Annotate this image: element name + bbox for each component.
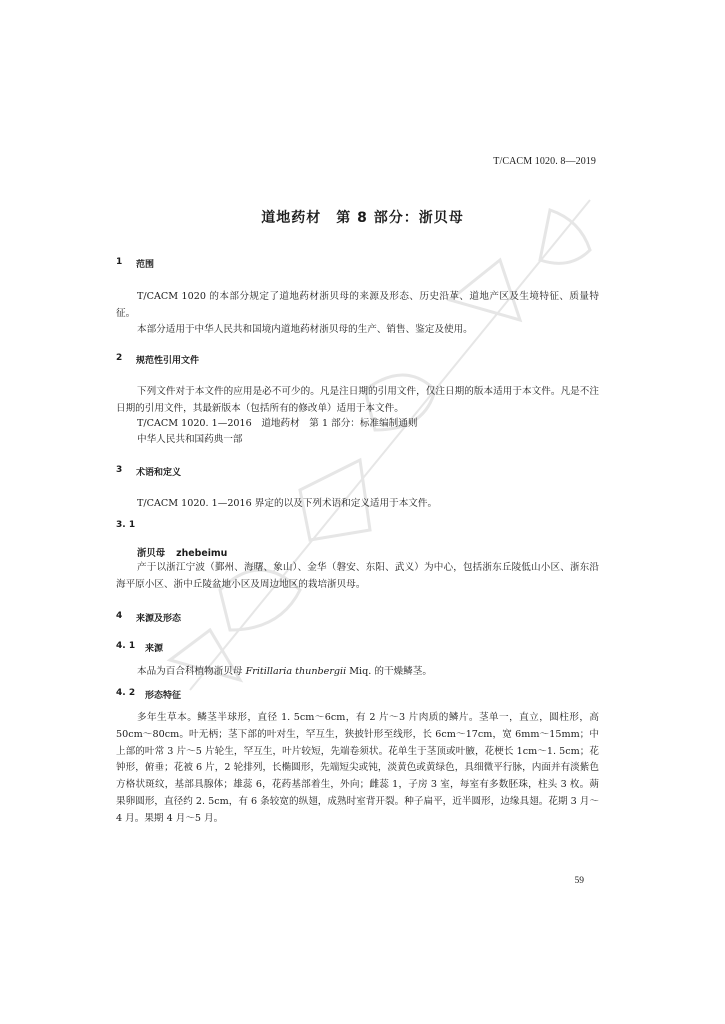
section-1-paragraph-2: 本部分适用于中华人民共和国境内道地药材浙贝母的生产、销售、鉴定及使用。 bbox=[137, 324, 473, 335]
section-number: 3 bbox=[116, 465, 123, 475]
document-title: 道地药材 第 8 部分：浙贝母 bbox=[261, 210, 464, 226]
term-chinese: 浙贝母 bbox=[137, 548, 166, 559]
normative-reference-1: T/CACM 1020. 1—2016 道地药材 第 1 部分：标准编制通则 bbox=[137, 418, 418, 429]
clause-number: 4. 2 bbox=[116, 688, 136, 698]
clause-number: 4. 1 bbox=[116, 641, 136, 651]
term-definition: 产于以浙江宁波（鄞州、海曙、象山）、金华（磐安、东阳、武义）为中心，包括浙东丘陵低山小区、浙东沿海平原小区、浙中丘陵盆地小区及周边地区的栽培浙贝母。 bbox=[116, 562, 599, 590]
term-pinyin: zhebeimu bbox=[176, 548, 228, 559]
section-title: 来源及形态 bbox=[136, 614, 182, 624]
section-3-heading bbox=[116, 465, 181, 478]
section-2-paragraph: 下列文件对于本文件的应用是必不可少的。凡是注日期的引用文件，仅注日期的版本适用于本文件。凡是不注日期的引用文件，其最新版本（包括所有的修改单）适用于本文件。 bbox=[116, 386, 599, 414]
section-4-heading bbox=[116, 611, 181, 624]
clause-4-2-heading bbox=[116, 688, 181, 701]
source-statement bbox=[137, 664, 432, 679]
section-1-heading bbox=[116, 257, 154, 270]
section-1-paragraph-1: T/CACM 1020 的本部分规定了道地药材浙贝母的来源及形态、历史沿革、道地产区及生境特征、质量特征。 bbox=[116, 291, 599, 319]
section-number: 2 bbox=[116, 353, 123, 363]
morphology-paragraph: 多年生草本。鳞茎半球形，直径 1. 5cm～6cm，有 2 片～3 片肉质的鳞片。茎单一，直立，圆柱形，高 50cm～80cm。叶无柄；茎下部的叶对生，罕互生，狭披针形至线形，长 6cm～17cm，宽 6mm～15mm；中上部的叶常 3 片～5 片轮生，罕互生，叶片较短，先端卷须状。花单生于茎顶或叶腋，花梗长 1cm～1. 5cm；花钟形，俯垂；花被 6 片，2 轮排列，长椭圆形，先端短尖或钝，淡黄色或黄绿色，具细微平行脉，内面并有淡紫色方格状斑纹，基部具腺体；雄蕊 6，花药基部着生，外向；雌蕊 1，子房 3 室，每室有多数胚珠，柱头 3 枚。蒴果卵圆形，直径约 2. 5cm，有 6 条较宽的纵翅，成熟时室背开裂。种子扁平，近半圆形，边缘具翅。花期 3 月～4 月。果期 4 月～5 月。 bbox=[116, 712, 599, 824]
term-entry bbox=[137, 545, 227, 559]
normative-reference-2: 中华人民共和国药典一部 bbox=[137, 434, 243, 445]
source-text-after: Miq. 的干燥鳞茎。 bbox=[346, 666, 432, 677]
section-number: 1 bbox=[116, 257, 123, 267]
section-title: 术语和定义 bbox=[136, 468, 182, 478]
source-text-before: 本品为百合科植物浙贝母 bbox=[137, 666, 246, 677]
section-2-heading bbox=[116, 353, 199, 366]
standard-code: T/CACM 1020. 8—2019 bbox=[493, 156, 596, 167]
clause-title: 来源 bbox=[145, 644, 164, 654]
clause-3-1-number bbox=[116, 520, 135, 530]
section-title: 范围 bbox=[136, 260, 155, 270]
section-title: 规范性引用文件 bbox=[136, 356, 200, 366]
page-number: 59 bbox=[574, 876, 584, 886]
section-3-paragraph: T/CACM 1020. 1—2016 界定的以及下列术语和定义适用于本文件。 bbox=[137, 498, 438, 509]
watermark bbox=[150, 190, 650, 710]
clause-title: 形态特征 bbox=[145, 691, 182, 701]
clause-number: 3. 1 bbox=[116, 520, 136, 530]
latin-binomial: Fritillaria thunbergii bbox=[245, 666, 347, 677]
clause-4-1-heading bbox=[116, 641, 163, 654]
section-number: 4 bbox=[116, 611, 123, 621]
